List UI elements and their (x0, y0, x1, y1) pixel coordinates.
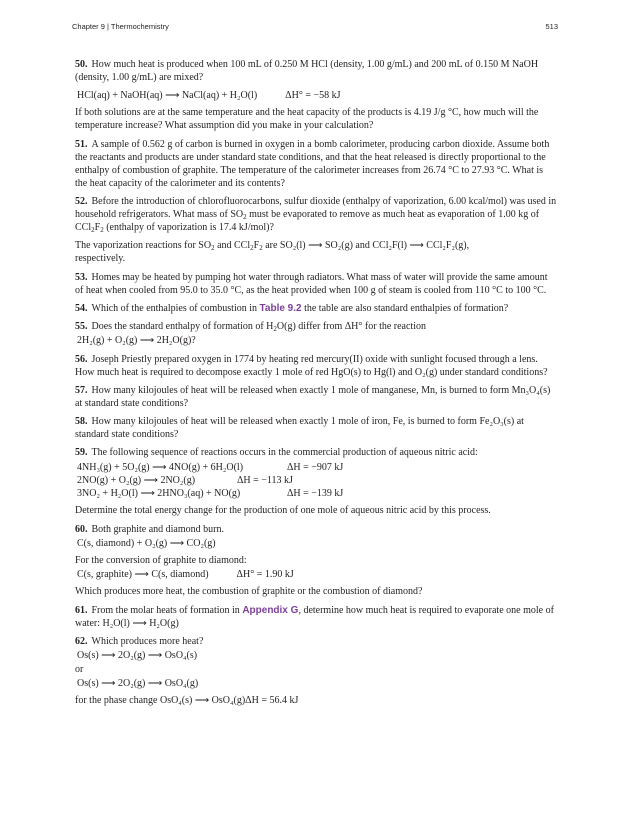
exercise-text: respectively. (75, 253, 126, 264)
exercise-text: The following sequence of reactions occurs in the commercial production of aqueous nitric acid: (91, 447, 478, 458)
reaction-equation: Os(s) ⟶ 2O₂(g) ⟶ OsO₄(g) (77, 678, 199, 689)
reaction-equation: C(s, diamond) + O₂(g) ⟶ CO₂(g) (77, 538, 216, 549)
exercise-text: and (352, 240, 373, 251)
exercise-text: How much heat is produced when 100 mL of 0.250 M HCl (density, 1.00 g/mL) and 200 mL of 0.150 M NaOH (density, 1.00 g/mL) are mixed? (75, 59, 539, 83)
equation-text: 4NH₃(g) + 5O₂(g) ⟶ 4NO(g) + 6H₂O(l) (77, 462, 244, 473)
equation-text: 2NO(g) + O₂(g) ⟶ 2NO₂(g) (77, 475, 196, 486)
exercise-62 (75, 635, 557, 707)
equation-text: CCl₂F(l) ⟶ CCl₂F₂(g), (372, 240, 470, 251)
exercise-number: 54. (75, 303, 88, 314)
equation-text: HCl(aq) + NaOH(aq) ⟶ NaCl(aq) + H₂O(l) (77, 90, 258, 101)
exercise-text: and CCl (214, 240, 251, 251)
subscript: 2 (243, 213, 247, 221)
exercise-text: For the conversion of graphite to diamond: (75, 555, 247, 566)
subscript: 2 (273, 325, 277, 333)
enthalpy-value: ΔH° = −58 kJ (285, 90, 341, 101)
equation-text: C(s, graphite) ⟶ C(s, diamond) (77, 569, 209, 580)
exercise-text: F (94, 222, 101, 233)
exercise-text: F (253, 240, 260, 251)
exercise-number: 51. (75, 139, 88, 150)
page-number: 513 (545, 22, 558, 31)
exercise-number: 62. (75, 636, 88, 647)
subscript: 2 (91, 226, 95, 234)
enthalpy-value: ΔH° = 1.90 kJ (236, 569, 294, 580)
exercise-number: 50. (75, 59, 88, 70)
vaporization-reactions (75, 239, 557, 265)
appendix-g-link[interactable]: Appendix G (242, 605, 299, 616)
exercise-58 (75, 415, 557, 441)
exercise-text: Both graphite and diamond burn. (91, 524, 224, 535)
equation-text: SO₂(l) ⟶ SO₂(g) (279, 240, 353, 251)
exercise-55 (75, 320, 557, 347)
reaction-equation (77, 89, 557, 102)
exercise-number: 61. (75, 605, 88, 616)
exercise-number: 53. (75, 272, 88, 283)
exercise-text: O(g) differ from ΔH° for the reaction (276, 321, 426, 332)
exercise-text: How many kilojoules of heat will be released when exactly 1 mole of manganese, Mn, is burned to form Mn₃O₄(s) at standard state conditions? (75, 385, 551, 409)
enthalpy-value: ΔH = −907 kJ (287, 462, 344, 473)
exercise-text: Homes may be heated by pumping hot water through radiators. What mass of water will provide the same amount of heat when cooled from 95.0 to 35.0 °C, as the heat provided when 100 g of steam is cooled from 110 °C to 100 °C. (75, 272, 548, 296)
exercise-text: From the molar heats of formation in (91, 605, 243, 616)
enthalpy-value: ΔH = −139 kJ (287, 488, 344, 499)
exercise-followup: Which produces more heat, the combustion of graphite or the combustion of diamond? (75, 586, 423, 597)
exercise-text: Joseph Priestly prepared oxygen in 1774 by heating red mercury(II) oxide with sunlight focused through a lens. How much heat is required to decompose exactly 1 mole of red HgO(s) to Hg(l) and O₂(g) under standard conditions? (75, 354, 548, 378)
exercise-number: 59. (75, 447, 88, 458)
subscript: 2 (100, 226, 104, 234)
equation-text: H₂O(l) ⟶ H₂O(g) (102, 618, 179, 629)
phase-change (75, 694, 557, 707)
reaction-equation: 2H₂(g) + O₂(g) ⟶ 2H₂O(g)? (77, 335, 196, 346)
exercise-text: must be evaporated to remove as much heat as evaporation of 1.00 kg of CCl (75, 209, 540, 233)
exercise-50 (75, 58, 557, 132)
subscript: 2 (211, 244, 215, 252)
exercise-number: 52. (75, 196, 88, 207)
exercise-text: A sample of 0.562 g of carbon is burned in oxygen in a bomb calorimeter, producing carbon dioxide. Assume both the reactants and products are under standard state conditions, and that the heat released is directly proportional to the enthalpy of combustion of graphite. The temperature of the calorimeter increases from 26.74 °C to 27.93 °C. What is the heat capacity of the calorimeter and its contents? (75, 139, 550, 189)
enthalpy-value: ΔH = −113 kJ (237, 475, 293, 486)
reaction-equation (77, 487, 557, 500)
exercise-56 (75, 353, 557, 379)
exercise-text: Which produces more heat? (91, 636, 204, 647)
exercise-60 (75, 523, 557, 598)
reaction-equation (77, 474, 557, 487)
exercise-53 (75, 271, 557, 297)
exercise-text: the table are also standard enthalpies of formation? (301, 303, 509, 314)
exercise-text: for the phase change (75, 695, 160, 706)
enthalpy-value: ΔH = 56.4 kJ (245, 695, 299, 706)
exercise-number: 56. (75, 354, 88, 365)
exercise-52 (75, 195, 557, 265)
exercise-text: Which of the enthalpies of combustion in (91, 303, 260, 314)
reaction-equation (77, 568, 557, 581)
exercise-followup: Determine the total energy change for the production of one mole of aqueous nitric acid by this process. (75, 505, 491, 516)
exercise-followup: If both solutions are at the same temperature and the heat capacity of the products is 4.19 J/g °C, how much will the temperature increase? What assumption did you make in your calculation? (75, 107, 539, 131)
exercise-51 (75, 138, 557, 190)
exercise-list (75, 58, 557, 713)
exercise-text: Does the standard enthalpy of formation of H (91, 321, 274, 332)
exercise-text: , determine how much heat is required to evaporate one mole of water: (75, 605, 554, 629)
exercise-text: or (75, 664, 84, 675)
exercise-number: 60. (75, 524, 88, 535)
subscript: 2 (250, 244, 254, 252)
equation-text: OsO₄(s) ⟶ OsO₄(g) (159, 695, 246, 706)
exercise-57 (75, 384, 557, 410)
exercise-text: (enthalpy of vaporization is 17.4 kJ/mol)? (103, 222, 274, 233)
exercise-number: 58. (75, 416, 88, 427)
exercise-text: are (262, 240, 280, 251)
reaction-equation (77, 461, 557, 474)
exercise-number: 57. (75, 385, 88, 396)
running-header-chapter: Chapter 9 | Thermochemistry (72, 22, 169, 31)
exercise-61 (75, 604, 557, 630)
exercise-text: How many kilojoules of heat will be released when exactly 1 mole of iron, Fe, is burned to form Fe₂O₃(s) at standard state conditions? (75, 416, 524, 440)
subscript: 2 (259, 244, 263, 252)
table-9-2-link[interactable]: Table 9.2 (259, 303, 302, 314)
exercise-59 (75, 446, 557, 517)
equation-text: 3NO₂ + H₂O(l) ⟶ 2HNO₃(aq) + NO(g) (77, 488, 241, 499)
exercise-text: The vaporization reactions for SO (75, 240, 212, 251)
exercise-54 (75, 302, 557, 315)
exercise-text: Before the introduction of chlorofluorocarbons, sulfur dioxide (enthalpy of vaporization, 6.00 kcal/mol) was used in household refrigerators. What mass of SO (75, 196, 557, 220)
exercise-number: 55. (75, 321, 88, 332)
reaction-equation: Os(s) ⟶ 2O₂(g) ⟶ OsO₄(s) (77, 650, 198, 661)
